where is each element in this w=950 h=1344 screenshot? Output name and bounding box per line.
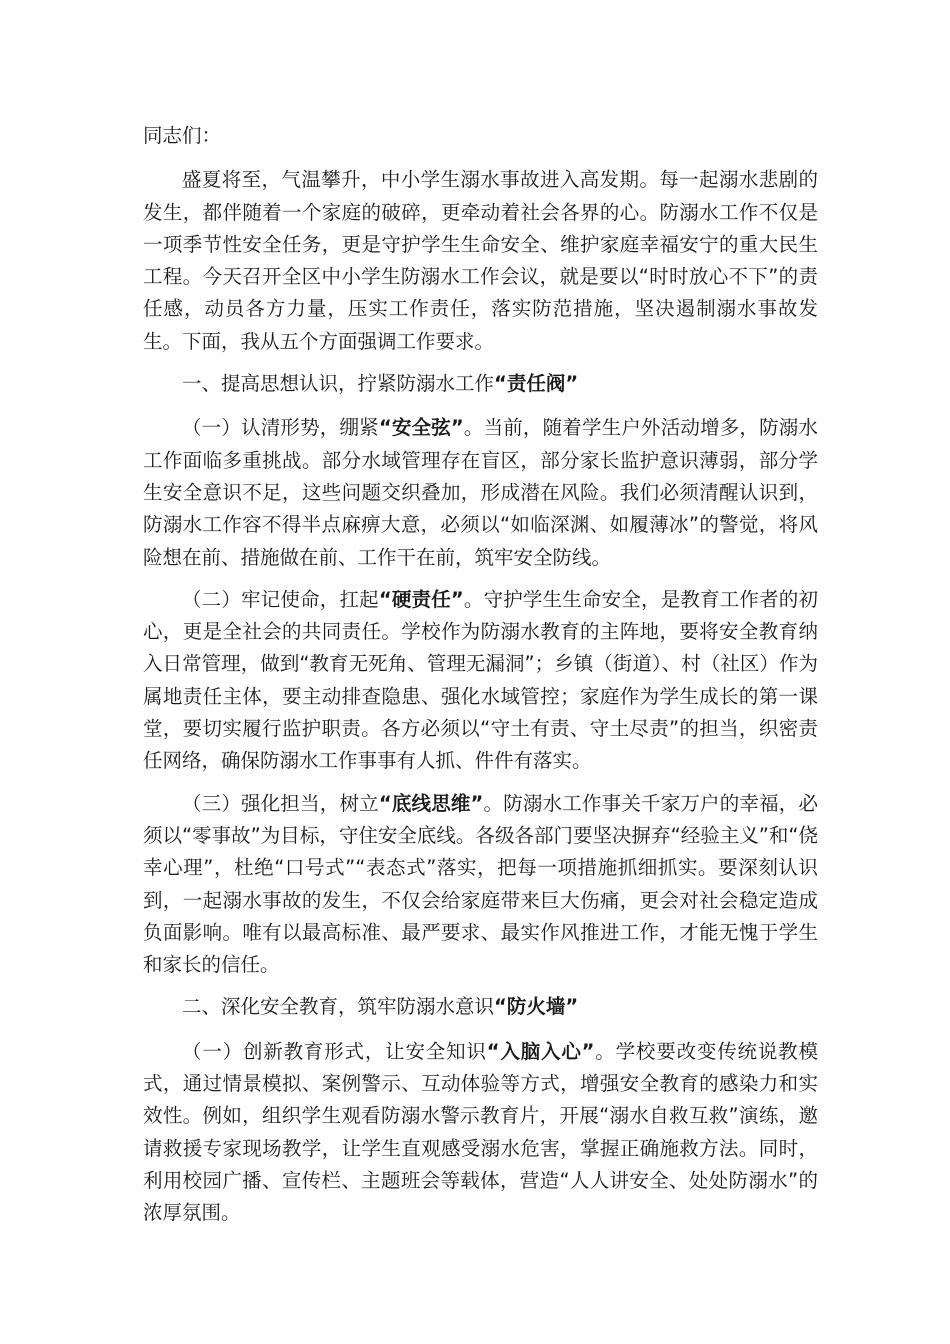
section-1-heading: [143, 368, 818, 400]
salutation: 同志们：: [143, 124, 222, 147]
section-2-item-1: [143, 1036, 818, 1230]
item-text: 。守护学生生命安全，是教育工作者的初心，更是全社会的共同责任。学校作为防溺水教育的主阵地，要将安全教育纳入日常管理，做到“教育无死角、管理无漏洞”；乡镇（街道）、村（社区）作为属地责任主体，要主动排查隐患、强化水域管控；家庭作为学生成长的第一课堂，要切实履行监护职责。各方必须以“守土有责、守土尽责”的担当，织密责任网络，确保防溺水工作事事有人抓、件件有落实。: [143, 587, 818, 773]
item-emphasis: “硬责任”: [378, 587, 464, 611]
item-prefix: （二）牢记使命，扛起: [182, 587, 379, 611]
item-text: 。防溺水工作事关千家万户的幸福，必须以“零事故”为目标，守住安全底线。各级各部门要坚决摒弃“经验主义”和“侥幸心理”，杜绝“口号式”“表态式”落实，把每一项措施抓细抓实。要深刻认识到，一起溺水事故的发生，不仅会给家庭带来巨大伤痛，更会对社会稳定造成负面影响。唯有以最高标准、最严要求、最实作风推进工作，才能无愧于学生和家长的信任。: [143, 791, 818, 977]
section-1-item-3: [143, 788, 818, 982]
section-2-heading-emphasis: “防火墙”: [494, 995, 579, 1019]
item-emphasis: “入脑入心”: [486, 1039, 595, 1063]
section-2-heading: [143, 991, 818, 1023]
item-prefix: （三）强化担当，树立: [182, 791, 379, 815]
section-1-item-2: [143, 584, 818, 778]
intro-paragraph: 盛夏将至，气温攀升，中小学生溺水事故进入高发期。每一起溺水悲剧的发生，都伴随着一个家庭的破碎，更牵动着社会各界的心。防溺水工作不仅是一项季节性安全任务，更是守护学生生命安全、维护家庭幸福安宁的重大民生工程。今天召开全区中小学生防溺水工作会议，就是要以“时时放心不下”的责任感，动员各方力量，压实工作责任，落实防范措施，坚决遏制溺水事故发生。下面，我从五个方面强调工作要求。: [143, 168, 818, 353]
item-text: 。当前，随着学生户外活动增多，防溺水工作面临多重挑战。部分水域管理存在盲区，部分家长监护意识薄弱，部分学生安全意识不足，这些问题交织叠加，形成潜在风险。我们必须清醒认识到，防溺水工作容不得半点麻痹大意，必须以“如临深渊、如履薄冰”的警觉，将风险想在前、措施做在前、工作干在前，筑牢安全防线。: [143, 416, 818, 569]
section-1-heading-text: 一、提高思想认识，拧紧防溺水工作: [182, 372, 495, 396]
item-prefix: （一）认清形势，绷紧: [182, 416, 379, 440]
section-1-heading-emphasis: “责任阀”: [494, 372, 579, 396]
item-emphasis: “底线思维”: [378, 791, 484, 815]
item-emphasis: “安全弦”: [378, 416, 464, 440]
item-text: 。学校要改变传统说教模式，通过情景模拟、案例警示、互动体验等方式，增强安全教育的感染力和实效性。例如，组织学生观看防溺水警示教育片，开展“溺水自救互救”演练，邀请救援专家现场教学，让学生直观感受溺水危害，掌握正确施救方法。同时，利用校园广播、宣传栏、主题班会等载体，营造“人人讲安全、处处防溺水”的浓厚氛围。: [143, 1039, 818, 1225]
document-body: [143, 120, 818, 1240]
section-2-heading-text: 二、深化安全教育，筑牢防溺水意识: [182, 995, 495, 1019]
section-1-item-1: [143, 412, 818, 573]
item-prefix: （一）创新教育形式，让安全知识: [182, 1039, 487, 1063]
